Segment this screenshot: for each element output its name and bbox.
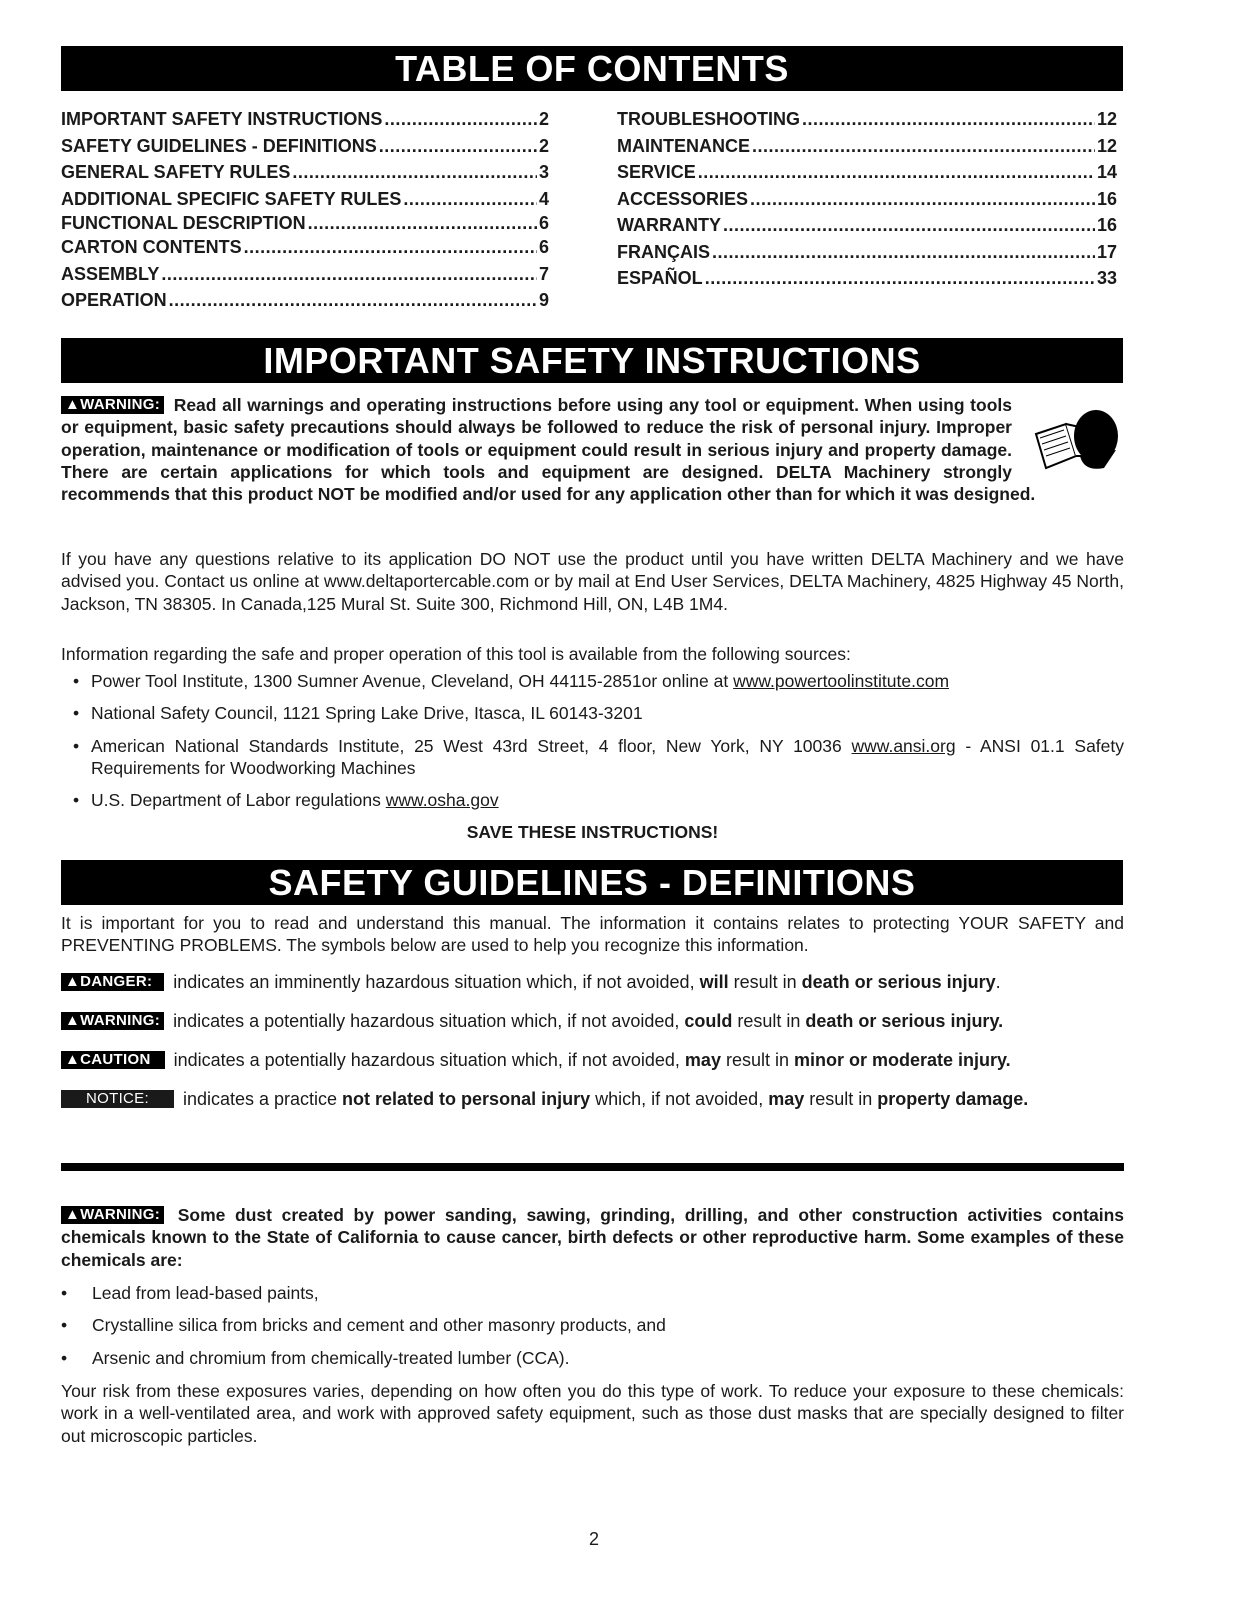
toc-entry-label: ASSEMBLY [61,263,160,284]
toc-entry[interactable] [61,212,549,234]
exposure-risk-paragraph: Your risk from these exposures varies, depending on how often you do this type of work. To reduce your exposure to these chemicals: work in a well-ventilated area, and work with approved safety equipment, such as those dust masks that are specially designed to filter out microscopic particles. [61,1381,1124,1446]
toc-entry[interactable] [617,239,1117,266]
toc-entry-page: 6 [538,213,549,233]
toc-entry[interactable] [61,159,549,186]
save-instructions-note: SAVE THESE INSTRUCTIONS! [466,822,719,842]
osha-link[interactable]: www.osha.gov [385,790,499,811]
list-item: • American National Standards Institute, 25 West 43rd Street, 4 floor, New York, NY 10036 www.ansi.org - ANSI 01.1 Safety Requirements for Woodworking Machines [73,735,1125,778]
toc-entry[interactable] [617,159,1117,186]
toc-entry-page: 7 [538,263,549,284]
toc-entry-label: ADDITIONAL SPECIFIC SAFETY RULES [61,188,402,209]
toc-entry[interactable] [617,106,1117,133]
list-item: • U.S. Department of Labor regulations www.osha.gov [73,790,499,811]
toc-entry-page: 2 [538,109,549,129]
toc-entry-label: SERVICE [617,162,696,182]
questions-paragraph: If you have any questions relative to its application DO NOT use the product until you have written DELTA Machinery and we have advised you. Contact us online at www.deltaportercable.com or by mail at End User Services, DELTA Machinery, 4825 Highway 45 North, Jackson, TN 38305. In Canada,125 Mural St. Suite 300, Richmond Hill, ON, L4B 1M4. [61,549,1124,614]
toc-entry[interactable] [617,212,1117,239]
warning-tag: ▲WARNING: [61,1206,164,1224]
notice-tag: NOTICE: [61,1090,174,1108]
chemicals-list [61,1282,1112,1379]
safety-guidelines-heading: SAFETY GUIDELINES - DEFINITIONS [61,860,1123,905]
toc-entry[interactable] [617,133,1117,160]
page-number: 2 [588,1529,599,1549]
toc-entry-page: 9 [538,290,549,310]
toc-heading: TABLE OF CONTENTS [61,46,1123,91]
toc-entry-page: 2 [538,135,549,156]
list-item: • National Safety Council, 1121 Spring Lake Drive, Itasca, IL 60143-3201 [73,703,643,724]
toc-entry[interactable] [617,265,1117,292]
toc-entry-page: 33 [1096,268,1117,288]
list-item: • Crystalline silica from bricks and cement and other masonry products, and [61,1315,666,1336]
danger-definition: ▲DANGER: indicates an imminently hazardous situation which, if not avoided, will result in death or serious injury. [61,970,1124,994]
toc-entry-label: SAFETY GUIDELINES - DEFINITIONS [61,135,377,156]
toc-entry-page: 14 [1096,162,1117,182]
toc-entry-page: 17 [1096,241,1117,262]
list-item: • Lead from lead-based paints, [61,1283,319,1303]
safety-guidelines-intro: It is important for you to read and understand this manual. The information it contains relates to protecting YOUR SAFETY and PREVENTING PROBLEMS. The symbols below are used to help you recognize this information. [61,913,1124,956]
toc-entry-page: 16 [1096,188,1117,209]
toc-entry-page: 12 [1096,109,1117,129]
safety-instructions-heading: IMPORTANT SAFETY INSTRUCTIONS [61,338,1123,383]
toc-entry-label: TROUBLESHOOTING [617,109,800,129]
toc-entry-label: ACCESSORIES [617,188,749,209]
toc-entry-page: 4 [538,188,549,209]
danger-tag: ▲DANGER: [61,973,164,991]
toc-entry-label: IMPORTANT SAFETY INSTRUCTIONS [61,109,383,129]
toc-left-column [61,106,549,314]
list-item: • Arsenic and chromium from chemically-treated lumber (CCA). [61,1347,570,1368]
ansi-link[interactable]: www.ansi.org [851,735,956,756]
warning-tag: ▲WARNING: [61,1012,164,1030]
information-sources-intro: Information regarding the safe and proper operation of this tool is available from the following sources: [61,644,851,664]
toc-entry-page: 16 [1096,215,1117,235]
toc-entry[interactable] [61,106,549,133]
toc-entry-page: 3 [538,162,549,182]
safety-warning-paragraph [61,394,1124,505]
toc-entry-label: FUNCTIONAL DESCRIPTION [61,213,306,233]
safety-warning-text: Read all warnings and operating instructions before using any tool or equipment. When using tools or equipment, basic safety precautions should always be followed to reduce the risk of personal injury. Improper operation, maintenance or modification of tools or equipment could result in serious injury and property damage. There are certain applications for which tools and equipment are designed. DELTA Machinery strongly recommends that this product NOT be modified and/or used for any application other than for which it was designed. [61,395,1036,505]
toc-entry-label: FRANÇAIS [617,241,710,262]
toc-entry-label: GENERAL SAFETY RULES [61,162,291,182]
toc-entry[interactable] [61,234,549,261]
toc-entry-label: OPERATION [61,290,167,310]
warning-tag: ▲WARNING: [61,396,164,414]
california-warning-paragraph: ▲WARNING: Some dust created by power sanding, sawing, grinding, drilling, and other construction activities contains chemicals known to the State of California to cause cancer, birth defects or other reproductive harm. Some examples of these chemicals are: [61,1205,1124,1270]
information-sources-list [73,670,1124,821]
toc-entry-label: ESPAÑOL [617,268,703,288]
toc-entry[interactable] [617,186,1117,213]
toc-entry[interactable] [61,261,549,288]
toc-entry-label: MAINTENANCE [617,135,750,156]
toc-entry[interactable] [61,287,549,314]
toc-entry[interactable] [61,133,549,160]
toc-entry-label: WARRANTY [617,215,721,235]
list-item: • Power Tool Institute, 1300 Sumner Avenue, Cleveland, OH 44115-2851or online at www.powertoolinstitute.com [73,671,950,691]
read-manual-icon [1032,406,1124,478]
section-divider [61,1163,1124,1171]
caution-tag: ▲CAUTION [61,1051,165,1069]
toc-entry-page: 6 [538,237,549,257]
notice-definition: NOTICE: indicates a practice not related to personal injury which, if not avoided, may result in property damage. [61,1087,1124,1111]
warning-definition: ▲WARNING: indicates a potentially hazardous situation which, if not avoided, could result in death or serious injury. [61,1009,1124,1033]
toc-right-column [617,106,1117,292]
powertoolinstitute-link[interactable]: www.powertoolinstitute.com [733,671,950,691]
toc-entry-page: 12 [1096,135,1117,156]
toc-entry-label: CARTON CONTENTS [61,237,242,257]
toc-entry[interactable] [61,186,549,213]
caution-definition: ▲CAUTION indicates a potentially hazardous situation which, if not avoided, may result in minor or moderate injury. [61,1048,1124,1072]
